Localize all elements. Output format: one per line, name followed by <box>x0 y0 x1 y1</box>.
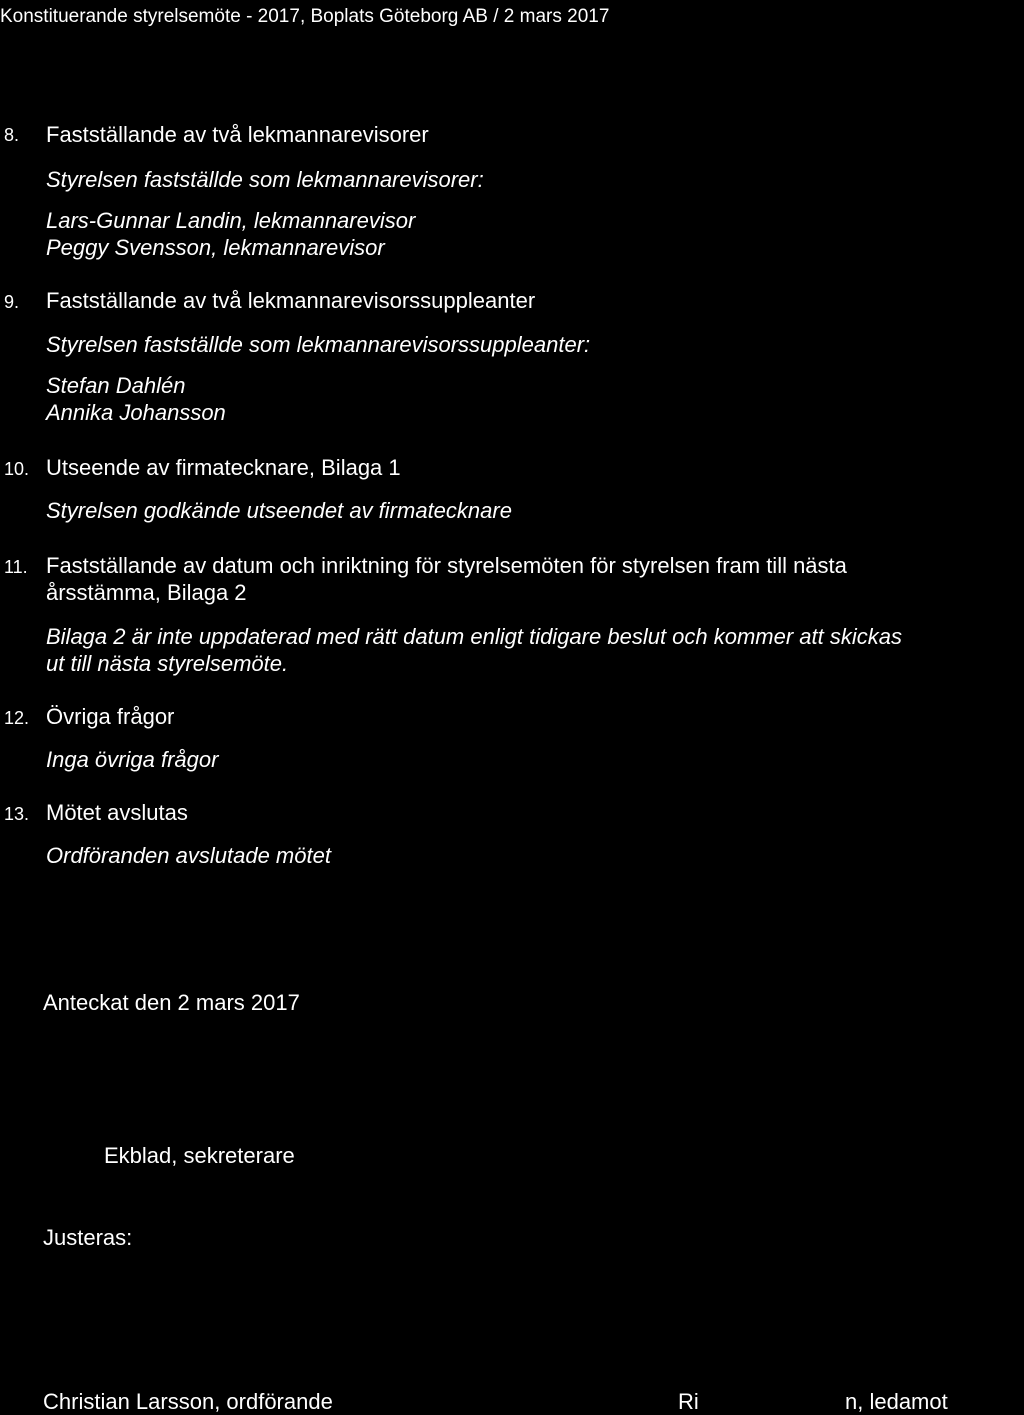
item-number-10: 10. <box>4 459 30 479</box>
adjusted-label: Justeras: <box>43 1225 133 1250</box>
item-name-8-2: Peggy Svensson, lekmannarevisor <box>46 235 385 260</box>
item-title-9: Fastställande av två lekmannarevisorssuppleanter <box>46 288 536 313</box>
item-note-11-line-2: ut till nästa styrelsemöte. <box>46 651 289 676</box>
item-name-9-2: Annika Johansson <box>46 400 226 425</box>
item-title-10: Utseende av firmatecknare, Bilaga 1 <box>46 455 401 480</box>
item-number-8: 8. <box>4 125 20 145</box>
member-signature-label-start: Ri <box>678 1389 699 1414</box>
recorded-date: Anteckat den 2 mars 2017 <box>43 990 300 1015</box>
item-note-8: Styrelsen fastställde som lekmannarevisorer: <box>46 167 484 192</box>
item-title-11-line-1: Fastställande av datum och inriktning för styrelsemöten för styrelsen fram till nästa <box>46 553 847 578</box>
item-title-8: Fastställande av två lekmannarevisorer <box>46 122 429 147</box>
item-name-8-1: Lars-Gunnar Landin, lekmannarevisor <box>46 208 416 233</box>
member-signature-label-end: n, ledamot <box>845 1389 948 1414</box>
item-note-11-line-1: Bilaga 2 är inte uppdaterad med rätt datum enligt tidigare beslut och kommer att skickas <box>46 624 903 649</box>
item-note-10: Styrelsen godkände utseendet av firmatecknare <box>46 498 512 523</box>
item-title-13: Mötet avslutas <box>46 800 188 825</box>
item-number-11: 11. <box>4 557 28 577</box>
item-number-13: 13. <box>4 804 30 824</box>
chair-signature-label: Christian Larsson, ordförande <box>43 1389 333 1414</box>
item-title-11-line-2: årsstämma, Bilaga 2 <box>46 580 247 605</box>
item-note-12: Inga övriga frågor <box>46 747 219 772</box>
document-header: Konstituerande styrelsemöte - 2017, Boplats Göteborg AB / 2 mars 2017 <box>0 6 610 27</box>
item-note-13: Ordföranden avslutade mötet <box>46 843 331 868</box>
item-note-9: Styrelsen fastställde som lekmannarevisorssuppleanter: <box>46 332 591 357</box>
secretary-signature-label: Ekblad, sekreterare <box>104 1143 295 1168</box>
item-number-9: 9. <box>4 292 20 312</box>
item-name-9-1: Stefan Dahlén <box>46 373 186 398</box>
item-number-12: 12. <box>4 708 30 728</box>
item-title-12: Övriga frågor <box>46 704 175 729</box>
